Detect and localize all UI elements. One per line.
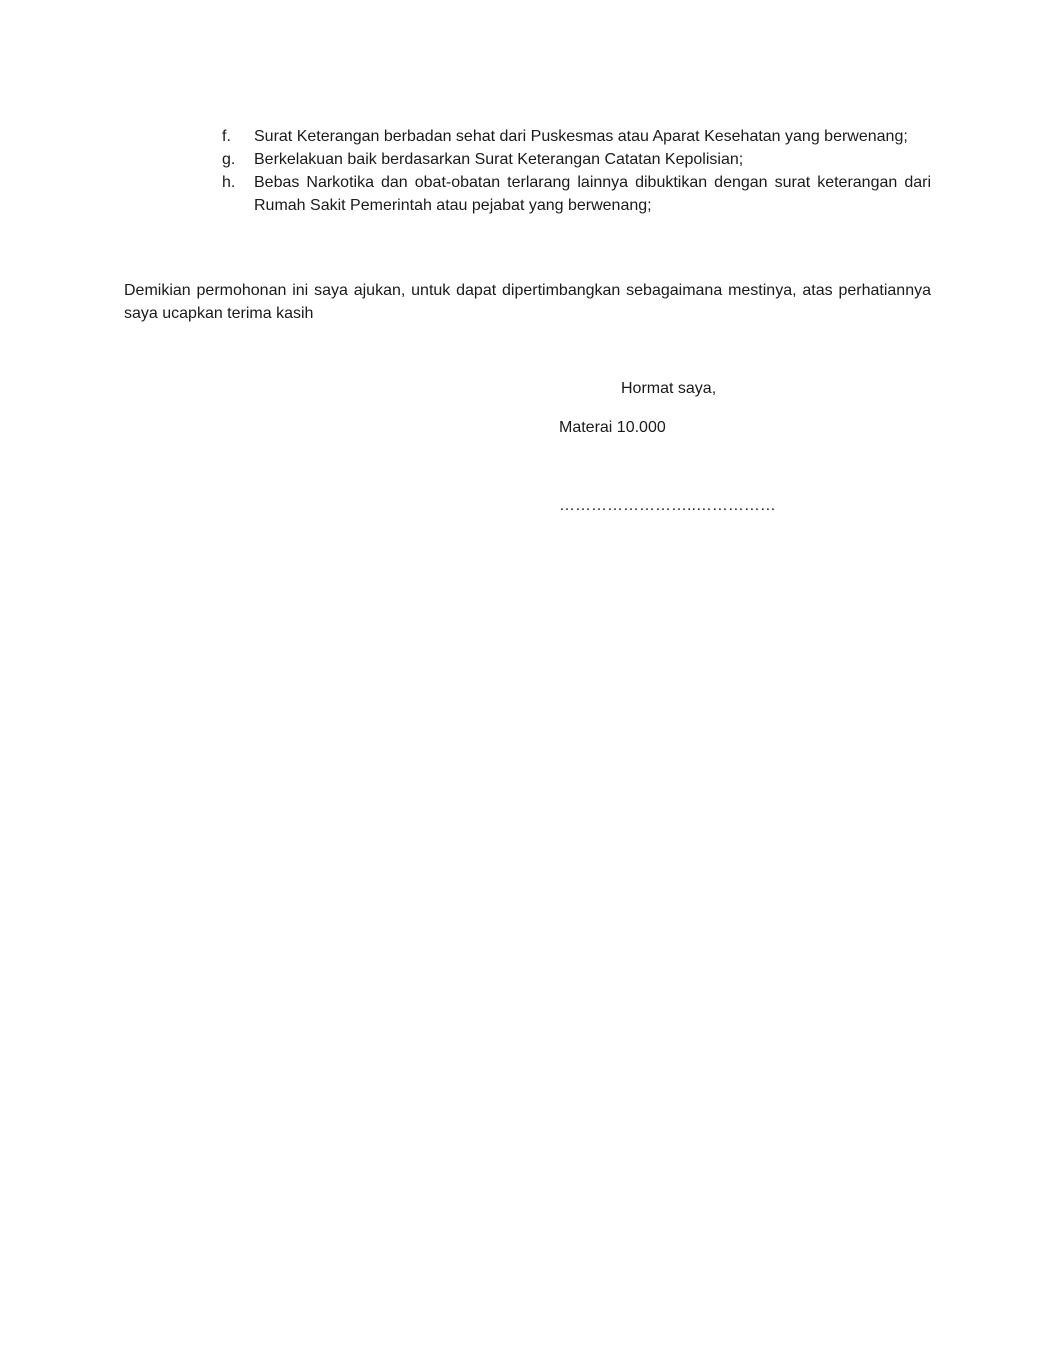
- requirements-list: [214, 125, 931, 217]
- list-marker: h.: [222, 174, 236, 191]
- list-item: [214, 171, 931, 217]
- list-item-text: Bebas Narkotika dan obat-obatan terlarang lainnya dibuktikan dengan surat keterangan dari Rumah Sakit Pemerintah atau pejabat yang berwenang;: [254, 174, 931, 214]
- list-item: [214, 148, 931, 171]
- list-marker: g.: [222, 151, 236, 168]
- closing-paragraph: Demikian permohonan ini saya ajukan, untuk dapat dipertimbangkan sebagaimana mestinya, atas perhatiannya saya ucapkan terima kasih: [124, 282, 931, 322]
- list-item-text: Surat Keterangan berbadan sehat dari Puskesmas atau Aparat Kesehatan yang berwenang;: [254, 128, 908, 145]
- stamp-label: Materai 10.000: [559, 419, 666, 436]
- list-item-text: Berkelakuan baik berdasarkan Surat Keterangan Catatan Kepolisian;: [254, 151, 744, 168]
- list-marker: f.: [222, 128, 231, 145]
- signature-name-placeholder: ……………………..……………: [559, 497, 776, 514]
- list-item: [214, 125, 931, 148]
- signature-salutation: Hormat saya,: [621, 380, 717, 397]
